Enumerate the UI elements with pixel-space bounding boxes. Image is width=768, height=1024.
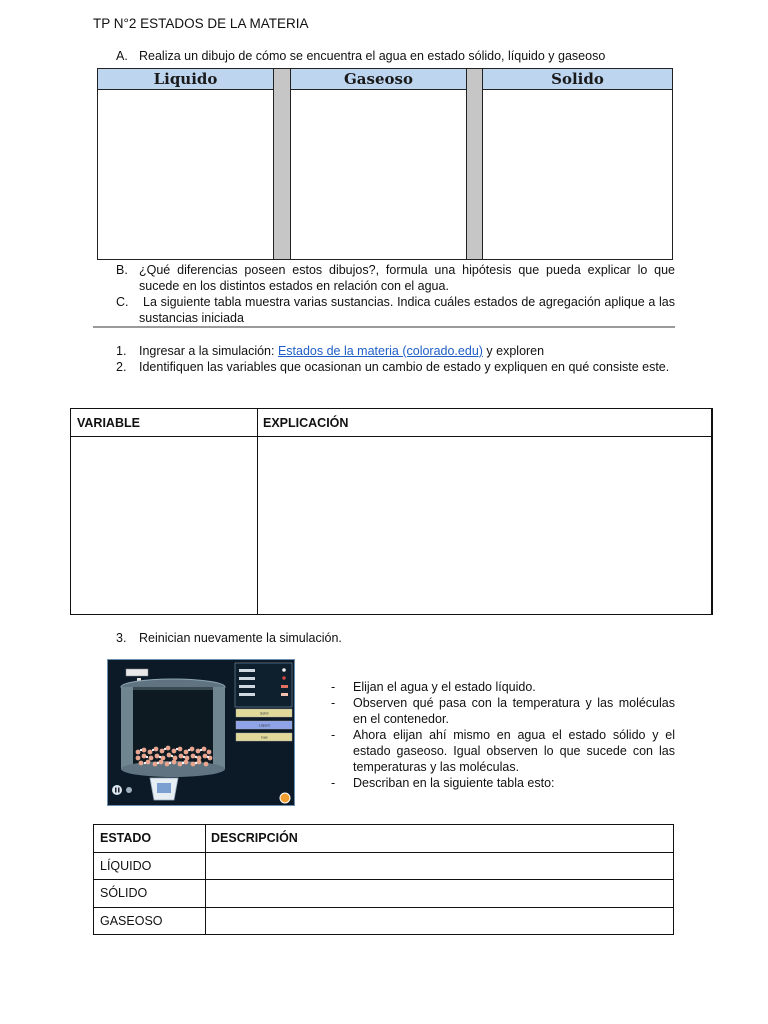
explicacion-cell[interactable] bbox=[258, 437, 711, 614]
step-1-prefix: Ingresar a la simulación: bbox=[139, 344, 278, 358]
description-cell[interactable] bbox=[206, 880, 673, 907]
state-table bbox=[93, 824, 674, 935]
step-2-marker: 2. bbox=[116, 360, 127, 374]
variable-header: VARIABLE bbox=[71, 409, 257, 437]
variable-table bbox=[70, 408, 713, 615]
bullet-marker: - bbox=[331, 680, 336, 694]
bullet-item-4: Describan en la siguiente tabla esto: bbox=[353, 776, 555, 790]
bullet-marker: - bbox=[331, 728, 336, 742]
svg-text:Liquid: Liquid bbox=[259, 723, 270, 728]
svg-text:Gas: Gas bbox=[261, 735, 268, 740]
description-cell[interactable] bbox=[206, 908, 673, 935]
drawing-cell-solido[interactable] bbox=[483, 69, 672, 259]
bullet-marker: - bbox=[331, 696, 336, 710]
state-label-solido: SÓLIDO bbox=[100, 886, 148, 900]
page-title: TP N°2 ESTADOS DE LA MATERIA bbox=[93, 16, 309, 31]
section-c-marker: C. bbox=[116, 295, 129, 309]
step-2-text: Identifiquen las variables que ocasionan un cambio de estado y expliquen en qué consiste este. bbox=[139, 360, 670, 374]
bullet-item-3: Ahora elijan ahí mismo en agua el estado sólido y el estado gaseoso. Igual observen lo que sucede con las temperaturas y las moléculas. bbox=[353, 728, 675, 774]
table-row bbox=[94, 853, 673, 880]
state-label-liquido: LÍQUIDO bbox=[100, 859, 152, 873]
drawing-header-solido: Solido bbox=[483, 69, 672, 90]
step-1-marker: 1. bbox=[116, 344, 127, 358]
bullet-item-2: Observen qué pasa con la temperatura y las moléculas en el contenedor. bbox=[353, 696, 675, 726]
table-spacer bbox=[274, 69, 291, 259]
variable-cell[interactable] bbox=[71, 437, 257, 614]
drawing-header-gaseoso: Gaseoso bbox=[291, 69, 466, 90]
state-label-gaseoso: GASEOSO bbox=[100, 914, 163, 928]
table-row bbox=[94, 880, 673, 908]
descripcion-header: DESCRIPCIÓN bbox=[211, 831, 298, 845]
step-3-text: Reinician nuevamente la simulación. bbox=[139, 631, 342, 645]
explicacion-header: EXPLICACIÓN bbox=[257, 409, 711, 437]
simulation-screenshot bbox=[107, 659, 295, 806]
drawing-cell-liquido[interactable] bbox=[98, 69, 274, 259]
section-a-text: Realiza un dibujo de cómo se encuentra el agua en estado sólido, líquido y gaseoso bbox=[139, 49, 606, 63]
drawing-header-liquido: Liquido bbox=[98, 69, 273, 90]
section-b-marker: B. bbox=[116, 263, 128, 277]
table-spacer bbox=[467, 69, 483, 259]
description-cell[interactable] bbox=[206, 853, 673, 879]
simulation-link[interactable]: Estados de la materia (colorado.edu) bbox=[277, 344, 483, 358]
svg-text:Solid: Solid bbox=[260, 711, 269, 716]
step-1-suffix: y exploren bbox=[482, 344, 545, 358]
state-table-header bbox=[94, 825, 673, 853]
bullet-marker: - bbox=[331, 776, 336, 790]
estado-header: ESTADO bbox=[100, 831, 152, 845]
section-c-text: La siguiente tabla muestra varias sustancias. Indica cuáles estados de agregación aplique a las sustancias iniciada bbox=[139, 295, 675, 325]
drawing-table bbox=[97, 68, 673, 260]
section-a-marker: A. bbox=[116, 49, 128, 63]
drawing-cell-gaseoso[interactable] bbox=[291, 69, 467, 259]
table-row bbox=[94, 908, 673, 935]
step-3-marker: 3. bbox=[116, 631, 127, 645]
divider bbox=[93, 326, 675, 328]
bullet-item-1: Elijan el agua y el estado líquido. bbox=[353, 680, 536, 694]
section-b-text: ¿Qué diferencias poseen estos dibujos?, formula una hipótesis que pueda explicar lo que sucede en los distintos estados en relación con el agua. bbox=[139, 263, 675, 293]
step-1-text bbox=[139, 343, 675, 359]
